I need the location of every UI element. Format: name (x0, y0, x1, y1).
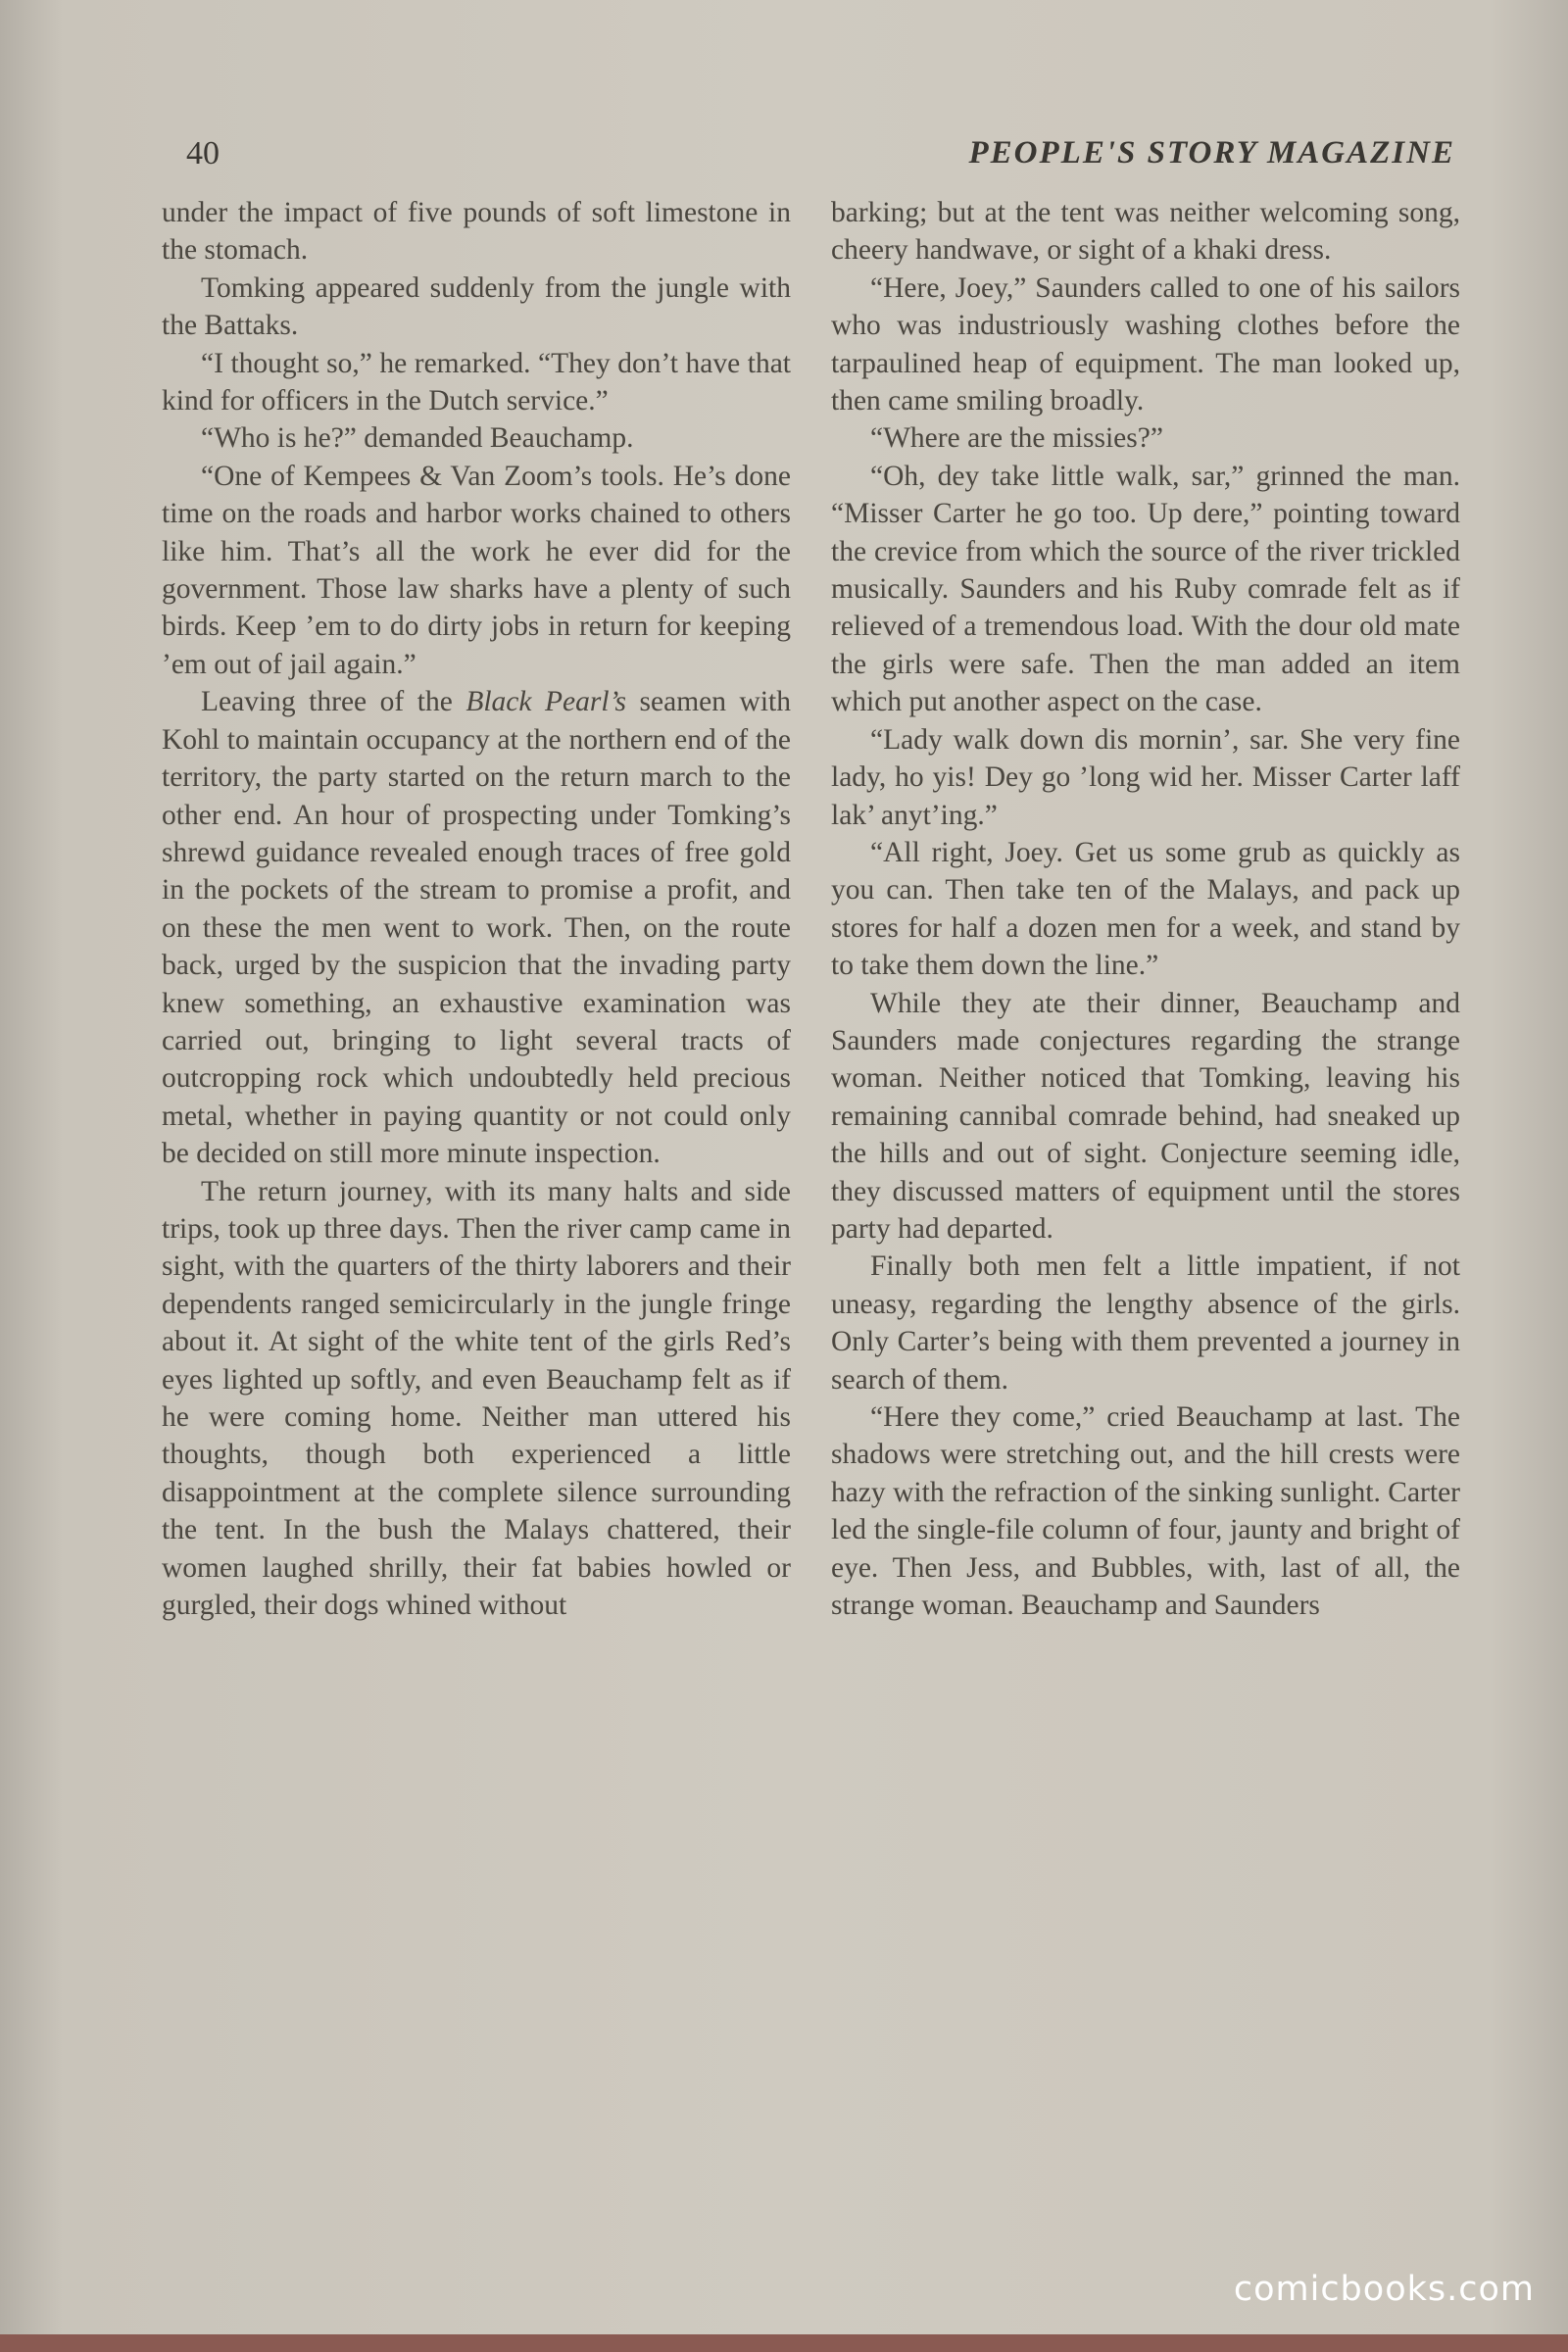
text-run: Leaving three of the (201, 686, 466, 718)
paragraph: While they ate their dinner, Beauchamp and Saunders made conjectures regarding the strange woman. Neither noticed that Tomking, leaving his remaining cannibal comrade behind, had sneaked up the hills and out of sight. Conjecture seeming idle, they discussed matters of equipment until the stores party had departed. (831, 987, 1460, 1245)
paragraph: “All right, Joey. Get us some grub as quickly as you can. Then take ten of the Malays, and pack up stores for half a dozen men for a week, and stand by to take them down the line.” (831, 836, 1460, 982)
paragraph: barking; but at the tent was neither welcoming song, cheery handwave, or sight of a khaki dress. (831, 197, 1460, 267)
right-column (831, 194, 1460, 1624)
left-column (162, 194, 791, 1624)
paragraph (162, 683, 791, 1172)
watermark: comicbooks.com (1233, 2270, 1535, 2309)
paragraph: “Lady walk down dis mornin’, sar. She very fine lady, ho yis! Dey go ’long wid her. Misser Carter laff lak’ anyt’ing.” (831, 723, 1460, 831)
paragraph: Tomking appeared suddenly from the jungle with the Battaks. (162, 271, 791, 342)
paragraph: “Who is he?” demanded Beauchamp. (201, 422, 634, 455)
page-header (186, 135, 1455, 184)
paragraph: under the impact of five pounds of soft limestone in the stomach. (162, 197, 791, 267)
paragraph: “One of Kempees & Van Zoom’s tools. He’s done time on the roads and harbor works chained to others like him. That’s all the work he ever did for the government. Those law sharks have a plenty of such birds. Keep ’em to do dirty jobs in return for keeping ’em out of jail again.” (162, 460, 791, 680)
paragraph: “Here, Joey,” Saunders called to one of his sailors who was industriously washing clothes before the tarpaulined heap of equipment. The man looked up, then came smiling broadly. (831, 271, 1460, 417)
paragraph: “Here they come,” cried Beauchamp at last. The shadows were stretching out, and the hill crests were hazy with the refraction of the sinking sunlight. Carter led the single-file column of four, jaunty and bright of eye. Then Jess, and Bubbles, with, last of all, the strange woman. Beauchamp and Saunders (831, 1401, 1460, 1622)
paragraph: “I thought so,” he remarked. “They don’t have that kind for officers in the Dutch service.” (162, 347, 791, 417)
text-run: seamen with Kohl to maintain occupancy at the northern end of the territory, the party started on the return march to the other end. An hour of prospecting under Tomking’s shrewd guidance revealed enough traces of free gold in the pockets of the stream to promise a profit, and on these the men went to work. Then, on the route back, urged by the suspicion that the invading party knew something, an exhaustive examination was carried out, bringing to light several tracts of outcropping rock which undoubtedly held precious metal, whether in paying quantity or not could only be decided on still more minute inspection. (162, 686, 791, 1170)
paragraph: The return journey, with its many halts and side trips, took up three days. Then the river camp came in sight, with the quarters of the thirty laborers and their dependents ranged semicircularly in the jungle fringe about it. At sight of the white tent of the girls Red’s eyes lighted up softly, and even Beauchamp felt as if he were coming home. Neither man uttered his thoughts, though both experienced a little disappointment at the complete silence surrounding the tent. In the bush the Malays chattered, their women laughed shrilly, their fat babies howled or gurgled, their dogs whined without (162, 1175, 791, 1622)
paragraph: Finally both men felt a little impatient, if not uneasy, regarding the lengthy absence of the girls. Only Carter’s being with them prevented a journey in search of them. (831, 1250, 1460, 1396)
paragraph: “Where are the missies?” (870, 422, 1163, 455)
running-head: PEOPLE'S STORY MAGAZINE (968, 135, 1455, 171)
paragraph: “Oh, dey take little walk, sar,” grinned the man. “Misser Carter he go too. Up dere,” pointing toward the crevice from which the source of the river trickled musically. Saunders and his Ruby comrade felt as if relieved of a tremendous load. With the dour old mate the girls were safe. Then the man added an item which put another aspect on the case. (831, 460, 1460, 718)
ship-name: Black Pearl’s (466, 686, 627, 718)
page-number: 40 (186, 135, 220, 172)
